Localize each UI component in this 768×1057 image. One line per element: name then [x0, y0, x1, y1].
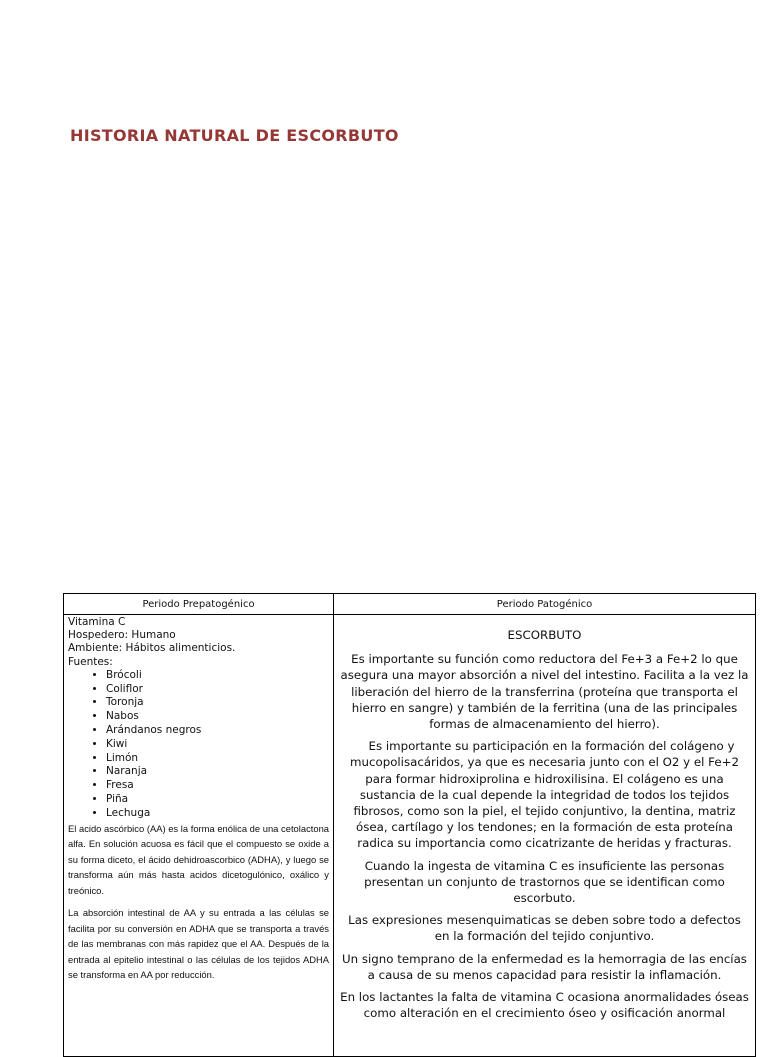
- iron-paragraph: Es importante su función como reductora del Fe+3 a Fe+2 lo que asegura una mayor absorción a nivel del intestino. Facilita a la vez la liberación del hierro de la transferrina (proteína que transporta el hierro en sangre) y también de la ferritina (una de las principales formas de almacenamiento del hierro).: [340, 652, 749, 732]
- table-header-row: [64, 594, 756, 615]
- list-item: • Limón: [106, 752, 329, 766]
- list-item: • Coliflor: [106, 683, 329, 697]
- ascorbic-acid-paragraph: El acido ascórbico (AA) es la forma enólica de una cetolactona alfa. En solución acuosa es fácil que el compuesto se oxide a su forma diceto, el ácido dehidroascorbico (ADHA), y luego se transforma aún más hasta acidos dicetogulónico, oxálico y treónico.: [68, 822, 329, 896]
- sources-label: Fuentes:: [68, 655, 113, 668]
- disease-heading: ESCORBUTO: [507, 628, 582, 642]
- host-line: Hospedero: Humano: [68, 629, 176, 642]
- sources-list: [68, 669, 329, 821]
- list-item: • Piña: [106, 793, 329, 807]
- header-pathogenic: Periodo Patogénico: [334, 594, 756, 615]
- list-item: • Brócoli: [106, 669, 329, 683]
- deficiency-paragraph: Cuando la ingesta de vitamina C es insuficiente las personas presentan un conjunto de trastornos que se identifican como escorbuto.: [364, 858, 725, 906]
- list-item: • Fresa: [106, 779, 329, 793]
- collagen-paragraph: Es importante su participación en la formación del colágeno y mucopolisacáridos, ya que es necesaria junto con el O2 y el Fe+2 para formar hidroxiprolina e hidroxilisina. El colágeno es una sustancia de la cual depende la integridad de todos los tejidos fibrosos, como son la piel, el tejido conjuntivo, la dentina, matriz ósea, cartílago y los tendones; en la formación de esta proteína radica su importancia como cicatrizante de heridas y fracturas.: [350, 739, 739, 851]
- list-item: • Arándanos negros: [106, 724, 329, 738]
- list-item: • Kiwi: [106, 738, 329, 752]
- environment-line: Ambiente: Hábitos alimenticios.: [68, 642, 236, 655]
- list-item: • Toronja: [106, 696, 329, 710]
- list-item: • Lechuga: [106, 807, 329, 821]
- document-title: HISTORIA NATURAL DE ESCORBUTO: [70, 126, 399, 145]
- natural-history-table: [63, 593, 756, 1057]
- absorption-paragraph: La absorción intestinal de AA y su entrada a las células se facilita por su conversión en ADHA que se transporta a través de las membranas con más rapidez que el AA. Después de la entrada al epitelio intestinal o las células de los tejidos ADHA se transforma en AA por reducción.: [68, 907, 329, 981]
- header-prepathogenic: Periodo Prepatogénico: [64, 594, 334, 615]
- mesenchymal-paragraph: Las expresiones mesenquimaticas se deben sobre todo a defectos en la formación del tejido conjuntivo.: [348, 913, 741, 944]
- gum-bleeding-paragraph: Un signo temprano de la enfermedad es la hemorragia de las encías a causa de su menos capacidad para resistir la inflamación.: [342, 951, 747, 982]
- list-item: • Nabos: [106, 710, 329, 724]
- pathogenic-cell: [334, 615, 756, 1057]
- table-body-row: [64, 615, 756, 1057]
- list-item: • Naranja: [106, 765, 329, 779]
- prepathogenic-cell: [64, 615, 334, 1057]
- agent-line: Vitamina C: [68, 616, 126, 628]
- infant-paragraph: En los lactantes la falta de vitamina C ocasiona anormalidades óseas como alteración en el crecimiento óseo y osificación anormal: [340, 990, 749, 1021]
